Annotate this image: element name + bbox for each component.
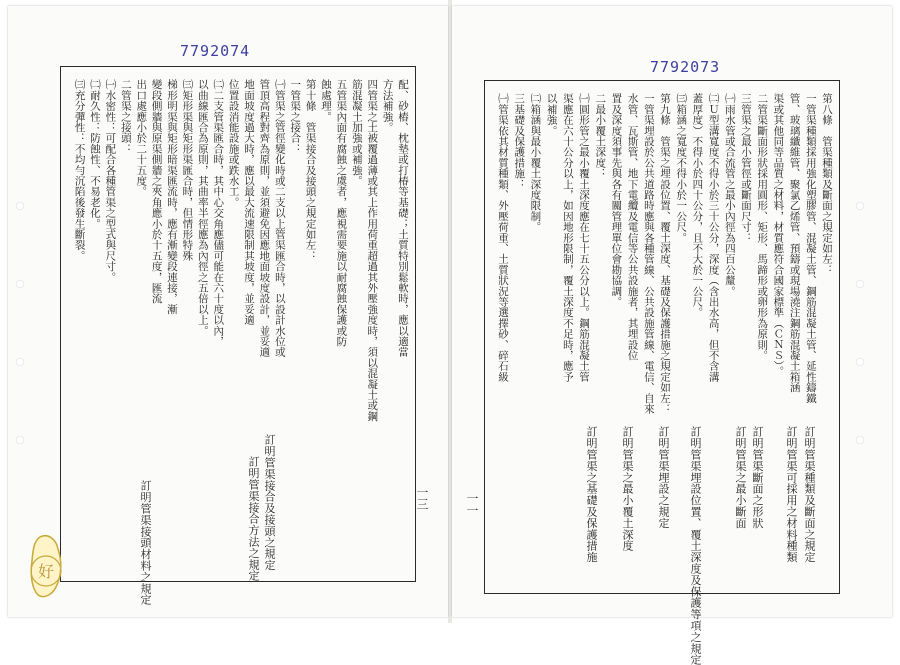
right-note-1: 訂明管渠種類及斷面之規定 — [803, 426, 816, 563]
text-column: 渠或其他同等品質之材料，材質應符合國家標準（ＣＮＳ）。 — [772, 93, 785, 377]
left-note-1: 訂明管渠接合方法之規定 — [247, 456, 260, 582]
right-note-5: 訂明管渠埋設位置、覆土深度及保護等項之規定 — [689, 426, 702, 665]
text-column: 以補強。 — [545, 93, 558, 136]
binder-hole — [16, 202, 24, 210]
binder-hole — [856, 280, 864, 288]
right-note-2: 訂明管渠可採用之材料種類 — [785, 426, 798, 563]
text-column: 三管渠之最小管徑或斷面尺寸： — [740, 93, 752, 243]
text-column: ㈠管渠之管徑變化時或二支以上管渠匯合時，以設計水位或 — [273, 79, 286, 358]
left-note-2: 訂明管渠接合及接頭之規定 — [263, 434, 276, 571]
left-note-3: 訂明管渠接頭材料之規定 — [139, 480, 152, 606]
left-page — [8, 6, 448, 617]
text-column: 置及深度須事先與各有關管理單位會勘協調。 — [610, 93, 623, 307]
text-column: 二最小覆土深度： — [594, 93, 607, 179]
text-column: ㈠圓形管之最小覆土深度應在七十五公分以上。鋼筋混凝土管 — [578, 93, 590, 382]
binder-hole — [16, 280, 24, 288]
text-column: ㈠雨水管或合流管之最小內徑為四百公釐。 — [723, 93, 736, 297]
text-column: 以曲線匯合為原則，其曲率半徑應為內徑之五倍以上。 — [196, 79, 209, 336]
text-column: 配、砂樁、枕墊或打椿等基礎；土質特別鬆軟時，應以適當 — [397, 79, 409, 358]
text-column: 一管渠埋設於公共道路時應與各種管線、公共設施管線、電信、自來 — [642, 93, 655, 414]
text-column: ㈡Ｕ型溝寬度不得小於三十公分，深度（含出水高，但不含溝 — [707, 93, 720, 382]
text-column: 方法補強。 — [381, 79, 394, 133]
taiwan-logo-icon — [18, 531, 78, 603]
text-column: 位置設消能設施或跌水工。 — [227, 79, 240, 208]
text-column: 出口處應小於二十五度。 — [135, 79, 148, 197]
text-column: 二管渠之接頭： — [119, 79, 132, 154]
logo-glyph: 好 — [38, 562, 55, 581]
text-column: ㈡耐久性：防蝕性、不易老化。 — [89, 79, 101, 229]
text-column: ㈠水密性：可配合各種管渠之型式與尺寸。 — [104, 79, 117, 283]
text-column: 四管渠之土被覆過薄或其上作用荷重超過其外壓強度時，須以混凝土或鋼 — [366, 79, 379, 422]
text-column: 地面坡度過大時，應以最大流速限制其坡度，並妥適 — [243, 79, 255, 326]
left-page-number: 一三 — [415, 486, 429, 510]
text-column: 二管渠斷面形狀採用圓形、矩形、馬蹄形或卵形為原則。 — [756, 93, 769, 361]
text-column: ㈢箱涵之寬度不得小於一公尺。 — [675, 93, 688, 243]
left-doc-number: 7792074 — [180, 42, 251, 60]
binder-hole — [16, 436, 24, 444]
right-doc-number: 7792073 — [650, 58, 721, 76]
right-note-8: 訂明管渠之基礎及保護措施 — [585, 426, 598, 563]
text-column: 五管渠內面有腐蝕之虞者，應視需要施以耐腐蝕保護或防 — [335, 79, 348, 347]
right-note-7: 訂明管渠之最小覆土深度 — [621, 426, 634, 552]
text-column: 一管渠之接合： — [289, 79, 302, 154]
text-column: ㈢矩形渠與矩形渠匯合時，但情形特殊 — [181, 79, 194, 261]
text-column: ㈡箱涵與最小覆土深度限制。 — [529, 93, 542, 233]
text-column: 第九條 管渠之埋設位置、覆土深度、基礎及保護措施之規定如左： — [659, 93, 671, 414]
text-column: 蓋厚度）不得小於四十公分，且不大於一公尺。 — [691, 93, 704, 318]
text-column: ㈢充分彈性：不均勻沉陷後發生斷裂。 — [73, 79, 86, 261]
left-text-frame — [60, 66, 416, 582]
text-column: 變段側牆與原渠側牆之夾角應小於十五度，匯流 — [150, 79, 163, 304]
binder-hole — [856, 202, 864, 210]
text-column: 蝕處理。 — [320, 79, 332, 122]
right-page-number: 一一 — [465, 492, 479, 516]
text-column: 一管渠種類採用強化塑膠管、混凝土管、鋼筋混凝土管、延性鑄鐵 — [804, 93, 817, 404]
text-column: 筋混凝土加強或補強。 — [350, 79, 363, 186]
text-column: 管頂高程對齊為原則，並須避免因應地面坡度設計，並妥適 — [258, 79, 271, 358]
text-column: ㈡二支管渠匯合時，其中心交角應儘可能在六十度以內， — [212, 79, 225, 347]
right-page — [452, 6, 892, 665]
right-note-6: 訂明管渠埋設之規定 — [657, 426, 670, 529]
text-column: 渠應在六十公分以上，如因地形限制，覆土深度不足時，應予 — [561, 93, 574, 382]
binder-hole — [856, 358, 864, 366]
text-column: 第十條 管渠接合及接頭之規定如左： — [304, 79, 317, 261]
text-column: 梯形明渠與矩形暗渠匯流時，應有漸變段連接，漸 — [166, 79, 178, 315]
right-note-3: 訂明管渠斷面之形狀 — [751, 426, 764, 529]
binder-hole — [856, 436, 864, 444]
right-note-4: 訂明管渠之最小斷面 — [734, 426, 747, 529]
text-column: 第八條 管渠種類及斷面之規定如左： — [821, 93, 833, 275]
text-column: 管、玻璃纖維管、聚氯乙烯管、預鑄或現場澆注鋼筋混凝土箱涵 — [788, 93, 801, 393]
text-column: 三基礎及保護措施： — [513, 93, 526, 190]
text-column: ㈠管渠依其材質種類、外壓荷重、土質狀況等選擇砂、碎石級 — [497, 93, 509, 382]
text-column: 水管、瓦斯管、地下電纜及電信等公共設施者，其埋設位 — [626, 93, 639, 361]
binder-hole — [16, 358, 24, 366]
